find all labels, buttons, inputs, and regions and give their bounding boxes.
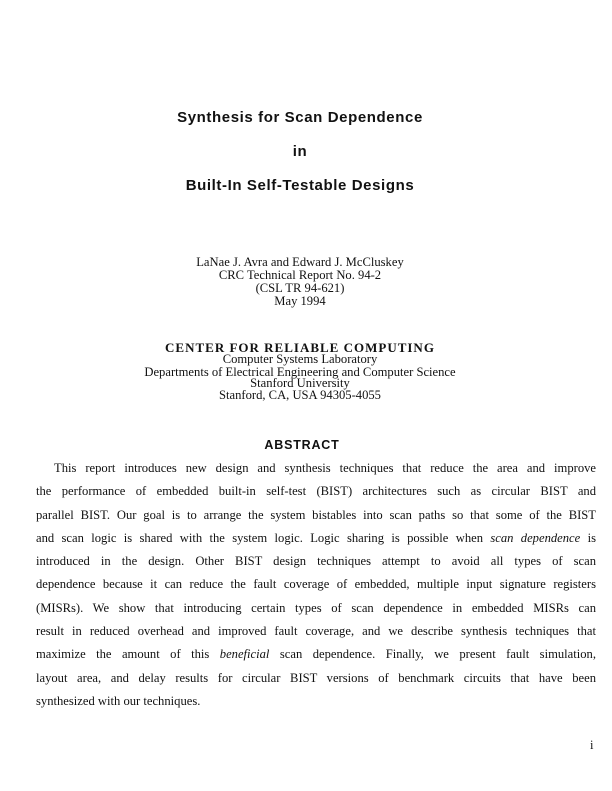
abstract-line [36, 600, 596, 623]
report-date: May 1994 [274, 294, 326, 308]
page-number: i [590, 738, 594, 752]
abstract-text: This report introduces new design and synthesis techniques that reduce the area and improve [54, 461, 596, 475]
center-name: CENTER FOR RELIABLE COMPUTING [165, 340, 435, 355]
abstract-line [36, 507, 596, 530]
abstract-text: maximize the amount of this [36, 647, 220, 662]
university: Stanford University [250, 376, 350, 390]
abstract-text: introduced in the design. Other BIST design techniques attempt to avoid all types of scan [36, 554, 596, 569]
abstract-text: layout area, and delay results for circular BIST versions of benchmark circuits that have been [36, 670, 596, 685]
abstract-line [36, 576, 596, 599]
abstract-text: dependence because it can reduce the fault coverage of embedded, multiple input signature registers [36, 577, 596, 592]
lab-name: Computer Systems Laboratory [222, 352, 378, 366]
abstract-text: result in reduced overhead and improved fault coverage, and we describe synthesis techniques that [36, 624, 596, 639]
abstract-text: parallel BIST. Our goal is to arrange the system bistables into scan paths so that some of the BIST [36, 507, 596, 522]
abstract-line [36, 483, 596, 506]
abstract-emphasis: scan dependence [490, 530, 581, 545]
abstract-line [36, 623, 596, 646]
address: Stanford, CA, USA 94305-4055 [219, 388, 381, 402]
abstract-heading: ABSTRACT [264, 438, 340, 452]
abstract-text: synthesized with our techniques. [36, 693, 201, 708]
abstract-text: is [580, 530, 596, 545]
abstract-text: scan dependence. Finally, we present fault simulation, [269, 647, 596, 662]
abstract-line [36, 553, 596, 576]
departments: Departments of Electrical Engineering and Computer Science [144, 365, 456, 379]
abstract-emphasis: beneficial [219, 647, 270, 662]
abstract-line [36, 693, 596, 716]
abstract-text: (MISRs). We show that introducing certain types of scan dependence in embedded MISRs can [36, 600, 596, 615]
title-line-1: Synthesis for Scan Dependence [177, 109, 423, 126]
title-line-2: in [292, 143, 308, 160]
title-line-3: Built-In Self-Testable Designs [185, 177, 415, 194]
csl-number: (CSL TR 94-621) [255, 281, 345, 295]
abstract-line [36, 646, 596, 669]
abstract-body [36, 460, 596, 716]
report-number: CRC Technical Report No. 94-2 [218, 268, 382, 282]
abstract-line [36, 530, 596, 553]
authors: LaNae J. Avra and Edward J. McCluskey [196, 255, 404, 269]
abstract-line [36, 460, 596, 483]
abstract-text: and scan logic is shared with the system logic. Logic sharing is possible when [36, 530, 491, 545]
abstract-line [36, 670, 596, 693]
abstract-text: the performance of embedded built-in self-test (BIST) architectures such as circular BIST and [36, 484, 596, 499]
